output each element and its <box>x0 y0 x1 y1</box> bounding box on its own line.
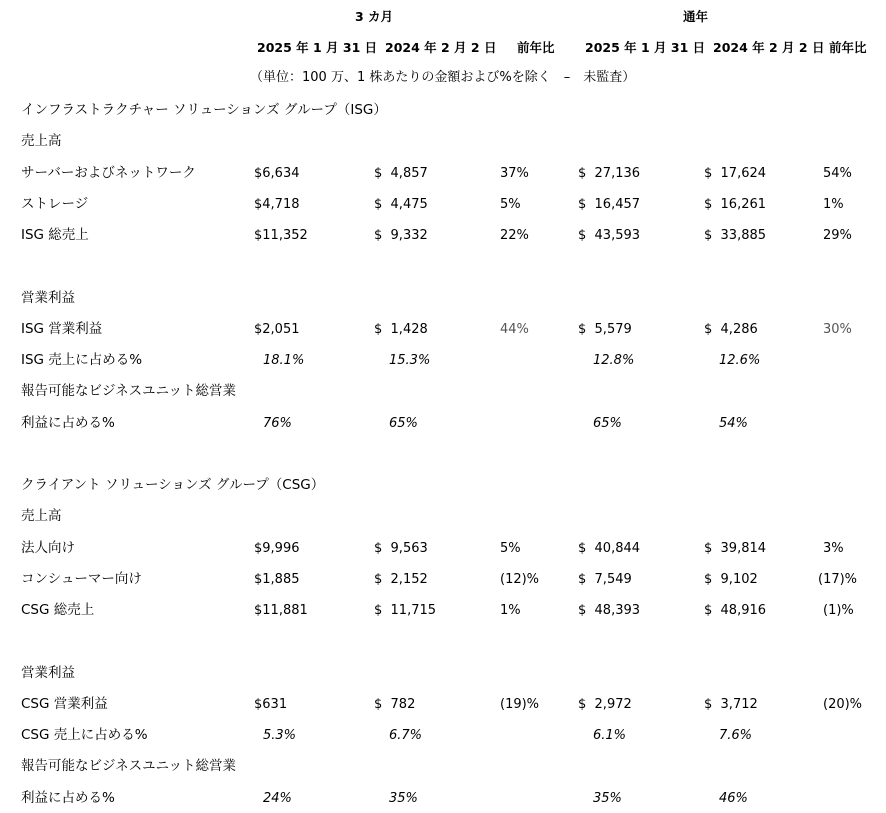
row-label: CSG 売上に占める% <box>21 727 148 743</box>
header-full-year: 通年 <box>683 9 709 24</box>
cell-y-2024: $ 9,102 <box>704 572 758 587</box>
cell-q-2025: $9,996 <box>254 541 300 556</box>
cell-y-2024: $ 33,885 <box>704 228 767 243</box>
cell-y-2025: $ 40,844 <box>578 541 641 556</box>
row-label: CSG 総売上 <box>21 602 95 618</box>
csg-operating-income-heading: 営業利益 <box>21 665 75 681</box>
cell-y-2024: $ 39,814 <box>704 541 767 556</box>
cell-y-2024: $ 48,916 <box>704 603 767 618</box>
cell-q-yoy: 5% <box>500 197 521 212</box>
row-label: サーバーおよびネットワーク <box>21 165 196 181</box>
cell-q-2025: 76% <box>263 416 292 431</box>
col-header-2025-q: 2025 年 1 月 31 日 <box>257 40 378 55</box>
cell-y-yoy: 30% <box>823 322 852 337</box>
cell-q-2025: $11,881 <box>254 603 308 618</box>
cell-y-yoy: 3% <box>823 541 844 556</box>
cell-y-2025: 6.1% <box>593 728 627 743</box>
row-label: ISG 総売上 <box>21 227 89 243</box>
unit-note: （単位：100 万、1 株あたりの金額および%を除く – 未監査） <box>250 70 636 85</box>
cell-y-2025: 35% <box>593 791 622 806</box>
cell-q-2024: 15.3% <box>389 353 431 368</box>
cell-q-2024: $ 4,857 <box>374 166 428 181</box>
cell-q-2024: $ 1,428 <box>374 322 428 337</box>
cell-q-2025: 5.3% <box>263 728 297 743</box>
cell-y-2024: $ 3,712 <box>704 697 758 712</box>
row-label: ISG 売上に占める% <box>21 352 143 368</box>
cell-y-yoy: (20)% <box>823 697 863 712</box>
cell-q-2025: 24% <box>263 791 292 806</box>
col-header-2024-y: 2024 年 2 月 2 日 <box>713 40 825 55</box>
cell-y-2025: $ 48,393 <box>578 603 641 618</box>
cell-q-yoy: 22% <box>500 228 529 243</box>
cell-q-2025: $631 <box>254 697 288 712</box>
cell-q-2025: $11,352 <box>254 228 308 243</box>
row-label: コンシューマー向け <box>21 571 142 587</box>
cell-q-2025: $1,885 <box>254 572 300 587</box>
isg-section-title: インフラストラクチャー ソリューションズ グループ（ISG） <box>21 102 387 118</box>
row-label: 法人向け <box>21 540 75 556</box>
col-header-yoy-q: 前年比 <box>517 40 555 55</box>
cell-q-2024: 6.7% <box>389 728 423 743</box>
cell-y-2024: $ 17,624 <box>704 166 767 181</box>
cell-q-yoy: (12)% <box>500 572 540 587</box>
csg-pct-op-label-line1: 報告可能なビジネスユニット総営業 <box>21 758 237 774</box>
col-header-yoy-y: 前年比 <box>829 40 867 55</box>
cell-q-2025: 18.1% <box>263 353 305 368</box>
cell-y-2024: 54% <box>719 416 748 431</box>
csg-revenue-heading: 売上高 <box>21 508 62 524</box>
cell-q-yoy: 5% <box>500 541 521 556</box>
cell-y-2025: $ 2,972 <box>578 697 632 712</box>
cell-q-2024: $ 9,563 <box>374 541 428 556</box>
row-label: 利益に占める% <box>21 790 115 806</box>
isg-pct-op-label-line1: 報告可能なビジネスユニット総営業 <box>21 383 237 399</box>
cell-y-2024: $ 16,261 <box>704 197 767 212</box>
cell-y-2024: 12.6% <box>719 353 761 368</box>
cell-q-2025: $6,634 <box>254 166 300 181</box>
cell-y-2025: $ 27,136 <box>578 166 641 181</box>
cell-y-yoy: 54% <box>823 166 852 181</box>
cell-y-2025: $ 7,549 <box>578 572 632 587</box>
row-label: 利益に占める% <box>21 415 115 431</box>
row-label: ISG 営業利益 <box>21 321 103 337</box>
cell-y-yoy: (1)% <box>823 603 854 618</box>
cell-y-yoy: 29% <box>823 228 852 243</box>
cell-y-2025: $ 16,457 <box>578 197 641 212</box>
cell-q-2024: $ 9,332 <box>374 228 428 243</box>
isg-revenue-heading: 売上高 <box>21 133 62 149</box>
cell-q-yoy: (19)% <box>500 697 540 712</box>
cell-y-yoy: (17)% <box>818 572 858 587</box>
cell-y-2025: $ 5,579 <box>578 322 632 337</box>
col-header-2024-q: 2024 年 2 月 2 日 <box>385 40 497 55</box>
row-label: ストレージ <box>21 196 89 212</box>
cell-q-2024: $ 11,715 <box>374 603 437 618</box>
cell-q-yoy: 37% <box>500 166 529 181</box>
cell-y-2025: 12.8% <box>593 353 635 368</box>
cell-q-2024: 65% <box>389 416 418 431</box>
cell-q-2024: $ 2,152 <box>374 572 428 587</box>
cell-q-2024: $ 4,475 <box>374 197 428 212</box>
col-header-2025-y: 2025 年 1 月 31 日 <box>585 40 706 55</box>
cell-q-yoy: 1% <box>500 603 521 618</box>
header-3-months: 3 カ月 <box>355 9 394 24</box>
cell-y-2024: 7.6% <box>719 728 753 743</box>
cell-q-2025: $2,051 <box>254 322 300 337</box>
cell-q-2024: $ 782 <box>374 697 416 712</box>
cell-y-2024: $ 4,286 <box>704 322 758 337</box>
cell-y-yoy: 1% <box>823 197 844 212</box>
cell-q-2025: $4,718 <box>254 197 300 212</box>
cell-q-yoy: 44% <box>500 322 529 337</box>
cell-q-2024: 35% <box>389 791 418 806</box>
cell-y-2025: 65% <box>593 416 622 431</box>
csg-section-title: クライアント ソリューションズ グループ（CSG） <box>21 477 325 493</box>
isg-operating-income-heading: 営業利益 <box>21 290 75 306</box>
cell-y-2024: 46% <box>719 791 748 806</box>
cell-y-2025: $ 43,593 <box>578 228 641 243</box>
row-label: CSG 営業利益 <box>21 696 108 712</box>
